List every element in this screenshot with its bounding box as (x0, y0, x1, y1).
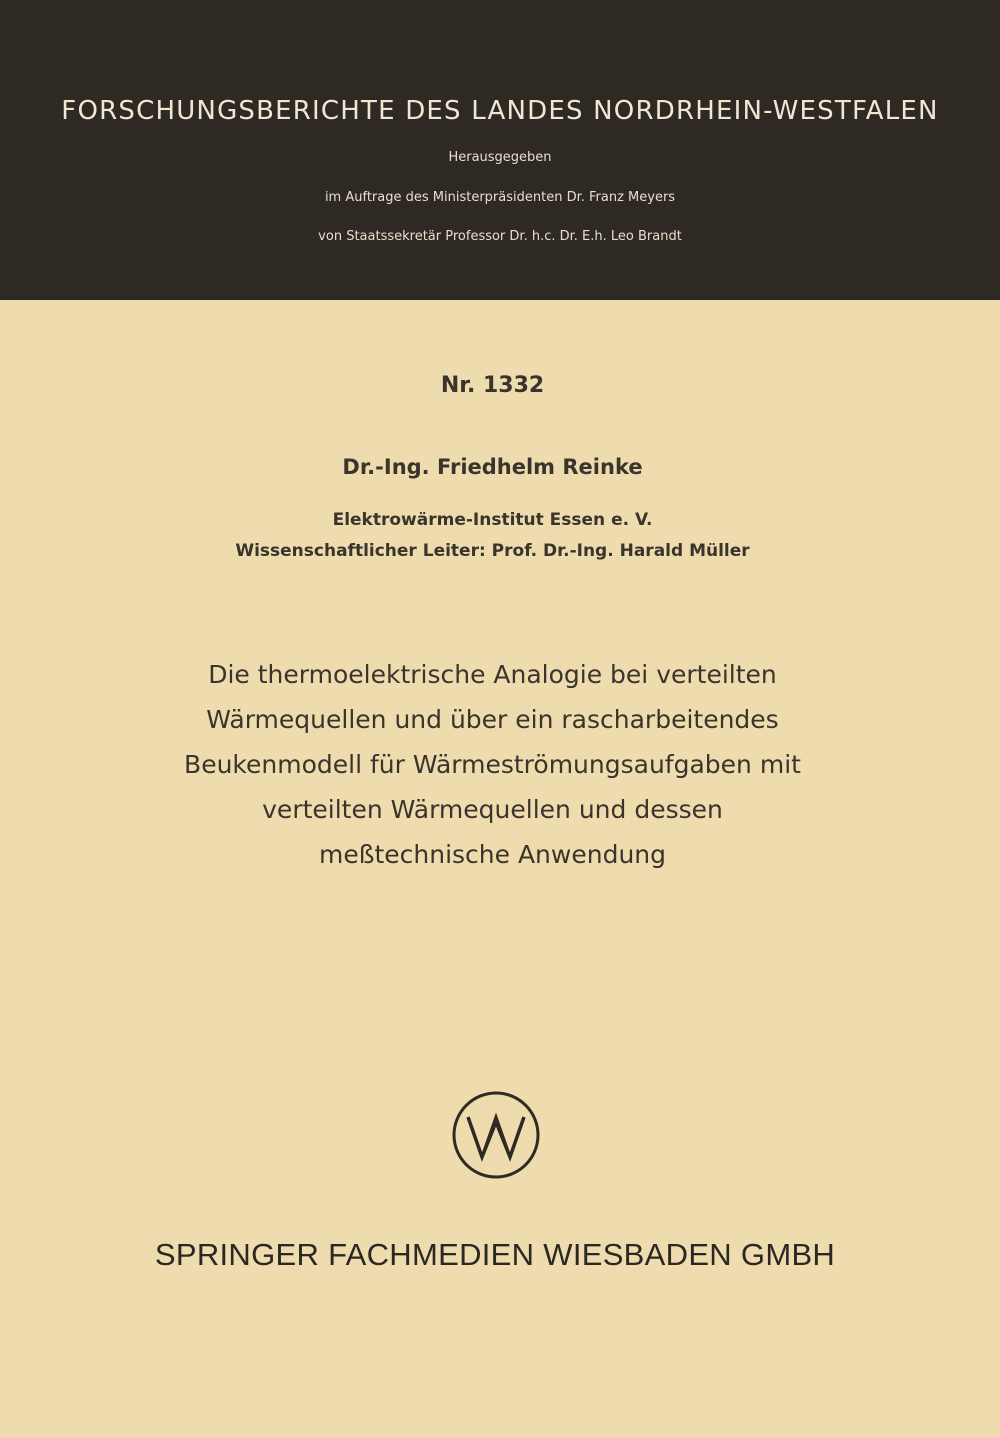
report-number: Nr. 1332 (440, 373, 545, 398)
publisher-note-line-3: von Staatssekretär Professor Dr. h.c. Dr. E.h. Leo Brandt (318, 229, 682, 244)
header-band (0, 0, 1000, 300)
title-line: verteilten Wärmequellen und dessen (262, 795, 723, 824)
title-line: Beukenmodell für Wärmeströmungsaufgaben mit (184, 750, 801, 779)
publisher-name: SPRINGER FACHMEDIEN WIESBADEN GMBH (154, 1237, 836, 1272)
wv-circle-logo-icon (451, 1090, 541, 1180)
publisher-note-line-1: Herausgegeben (448, 150, 552, 165)
author-name: Dr.-Ing. Friedhelm Reinke (342, 455, 643, 479)
book-title (0, 652, 985, 877)
publisher-note-line-2: im Auftrage des Ministerpräsidenten Dr. Franz Meyers (324, 190, 676, 205)
title-line: Wärmequellen und über ein rascharbeitendes (206, 705, 779, 734)
institute-line-1: Elektrowärme-Institut Essen e. V. (332, 510, 653, 530)
title-line: Die thermoelektrische Analogie bei verteilten (208, 660, 777, 689)
title-line: meßtechnische Anwendung (318, 840, 667, 869)
series-title: FORSCHUNGSBERICHTE DES LANDES NORDRHEIN-WESTFALEN (61, 96, 939, 126)
institute-line-2: Wissenschaftlicher Leiter: Prof. Dr.-Ing. Harald Müller (235, 541, 750, 561)
